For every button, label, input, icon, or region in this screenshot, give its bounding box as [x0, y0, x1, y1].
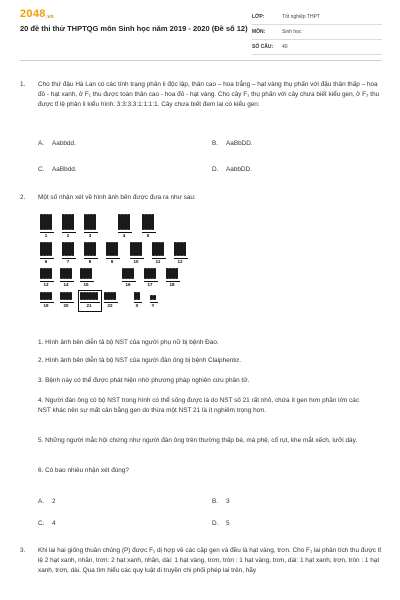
chromatid	[113, 292, 116, 300]
chromatid	[183, 242, 186, 256]
question-3	[20, 546, 382, 600]
option-text: 5	[226, 520, 230, 527]
chromosome-label: X	[135, 303, 139, 308]
option-text: 4	[52, 520, 56, 527]
chromatid	[71, 214, 74, 230]
trisomy-21-highlight-box	[78, 290, 102, 312]
chromatid	[93, 242, 96, 256]
q2-option-d[interactable]	[212, 520, 230, 527]
option-label: C.	[38, 166, 45, 173]
chromatid	[161, 242, 164, 256]
question-text: Một số nhận xét về hình ảnh bên được đưa ra như sau:	[38, 194, 196, 201]
statement-6: 6. Có bao nhiêu nhận xét đúng?	[38, 467, 129, 474]
meta-row-class	[252, 10, 382, 25]
chromatid	[89, 268, 92, 279]
question-number: 1.	[20, 81, 26, 88]
meta-value: 40	[282, 44, 288, 50]
statement-3: 3. Bệnh này có thể được phát hiện nhờ phương pháp nghiên cứu phân tử.	[38, 377, 250, 384]
site-logo[interactable]	[20, 8, 54, 20]
meta-value: Sinh học	[282, 29, 302, 35]
q1-option-c[interactable]	[38, 166, 77, 173]
option-text: 3	[226, 498, 230, 505]
chromosome-label: 4	[122, 233, 126, 238]
option-text: 2	[52, 498, 56, 505]
chromosome-label: 12	[177, 259, 183, 264]
chromosome-label: 5	[146, 233, 150, 238]
chromosome-label: 8	[88, 259, 92, 264]
chromatid	[137, 292, 140, 300]
chromosome-label: 15	[83, 282, 89, 287]
chromatid	[49, 268, 52, 279]
chromatid	[49, 292, 52, 300]
q1-option-b[interactable]	[212, 140, 253, 147]
chromatid	[93, 214, 96, 230]
meta-row-subject	[252, 25, 382, 40]
option-label: B.	[212, 498, 219, 505]
chromatid	[127, 214, 130, 230]
q2-option-c[interactable]	[38, 520, 56, 527]
chromosome-label: 16	[125, 282, 131, 287]
chromosome-label: 13	[43, 282, 49, 287]
option-label: A.	[38, 498, 45, 505]
statement-2: 2. Hình ảnh bên diễn tả bộ NST của người đàn ông bị bệnh Claiphentơ.	[38, 357, 241, 364]
meta-key: LỚP:	[252, 14, 265, 20]
chromosome-label: 9	[110, 259, 114, 264]
question-text: Khi lai hai giống thuần chủng (P) được F₁ dị hợp về các cặp gen và đều là hạt vàng, trơn. Cho F₁ lai phân tích thu được tỉ lệ 2 hạt xanh, nhăn, trơn: 2 hạt xanh, nhăn, dài: 1 hạt vàng, trơn, tròn : 1 hạt vàng, trơn, dài: 1 hạt xanh, trơn, tròn : 1 hạt xanh, trơn, dài. Qua tìm hiểu các quy luật di truyền chi phối phép lai trên, hãy	[38, 547, 381, 574]
logo-suffix: .vn	[45, 14, 54, 20]
option-label: C.	[38, 520, 45, 527]
chromatid	[49, 242, 52, 256]
chromosome-label: 11	[155, 259, 161, 264]
meta-row-count	[252, 40, 382, 55]
chromosome-label: 22	[107, 303, 113, 308]
statement-1: 1. Hình ảnh bên diễn tả bộ NST của người phụ nữ bị bệnh Đao.	[38, 339, 219, 346]
question-number: 2.	[20, 194, 26, 201]
option-text: AaBbDD.	[226, 140, 253, 147]
chromosome-label: 20	[63, 303, 69, 308]
chromatid	[175, 268, 178, 279]
question-2	[20, 193, 382, 205]
option-label: D.	[212, 166, 219, 173]
option-label: A.	[38, 140, 45, 147]
chromosome-label: 1	[44, 233, 48, 238]
statement-4: 4. Người đàn ông có bộ NST trong hình có thể sống được là do NST số 21 rất nhỏ, chứa ít gen hơn phần lớn các NST khác nên sự mất cân bằng gen do thừa một NST 21 là ít nghiêm trọng hơn.	[38, 397, 360, 414]
chromatid	[115, 242, 118, 256]
chromatid	[49, 214, 52, 230]
chromosome-label: Y	[151, 303, 155, 308]
q2-option-b[interactable]	[212, 498, 230, 505]
option-text: AaBbdd.	[52, 166, 77, 173]
chromatid	[153, 268, 156, 279]
chromatid	[151, 214, 154, 230]
meta-value: Tốt nghiệp THPT	[282, 14, 320, 20]
option-label: B.	[212, 140, 219, 147]
q2-option-a[interactable]	[38, 498, 56, 505]
chromatid	[69, 268, 72, 279]
question-text: Cho thứ đậu Hà Lan có các tính trạng phân li độc lập, thân cao – hoa trắng – hạt vàng thụ phấn với đậu thân thấp – hoa đỏ - hạt xanh, ở F₁ thu được toàn thân cao - hoa đỏ - hạt vàng. Cho cây F₁ thụ phấn với cây chưa biết kiểu gen, ở F₂ thu được tỉ lệ phân li kiểu hình: 3:3:3:3:1:1:1:1. Cây chưa biết đem lai có kiểu gen:	[38, 81, 380, 108]
karyotype-image	[38, 212, 198, 332]
chromatid	[69, 292, 72, 300]
chromatid	[139, 242, 142, 256]
statement-5: 5. Những người mắc hội chứng như người đàn ông trên thường thấp bé, má phệ, cổ rụt, khe mắt xếch, lưỡi dày.	[38, 437, 358, 444]
option-text: AabbDD.	[226, 166, 252, 173]
header-divider	[20, 60, 382, 61]
chromosome-label: 3	[88, 233, 92, 238]
question-number: 3.	[20, 547, 26, 554]
chromosome-label: 14	[63, 282, 69, 287]
option-text: Aabbdd.	[52, 140, 76, 147]
meta-key: SỐ CÂU:	[252, 44, 274, 50]
chromosome-label: 18	[169, 282, 175, 287]
option-label: D.	[212, 520, 219, 527]
chromosome-label: 21	[86, 303, 92, 308]
q1-option-d[interactable]	[212, 166, 252, 173]
chromosome-label: 6	[44, 259, 48, 264]
chromosome-label: 7	[66, 259, 70, 264]
meta-key: MÔN:	[252, 29, 266, 35]
chromosome-label: 19	[43, 303, 49, 308]
chromatid	[71, 242, 74, 256]
chromatid	[153, 295, 156, 300]
chromatid	[131, 268, 134, 279]
document-header	[0, 0, 400, 60]
logo-text: 2048	[20, 8, 46, 20]
chromosome-label: 17	[147, 282, 153, 287]
exam-title: 20 đề thi thử THPTQG môn Sinh học năm 2019 - 2020 (Đề số 12)	[20, 24, 248, 33]
exam-meta-table	[252, 10, 382, 55]
q1-option-a[interactable]	[38, 140, 76, 147]
chromosome-label: 10	[133, 259, 139, 264]
chromosome-label: 2	[66, 233, 70, 238]
